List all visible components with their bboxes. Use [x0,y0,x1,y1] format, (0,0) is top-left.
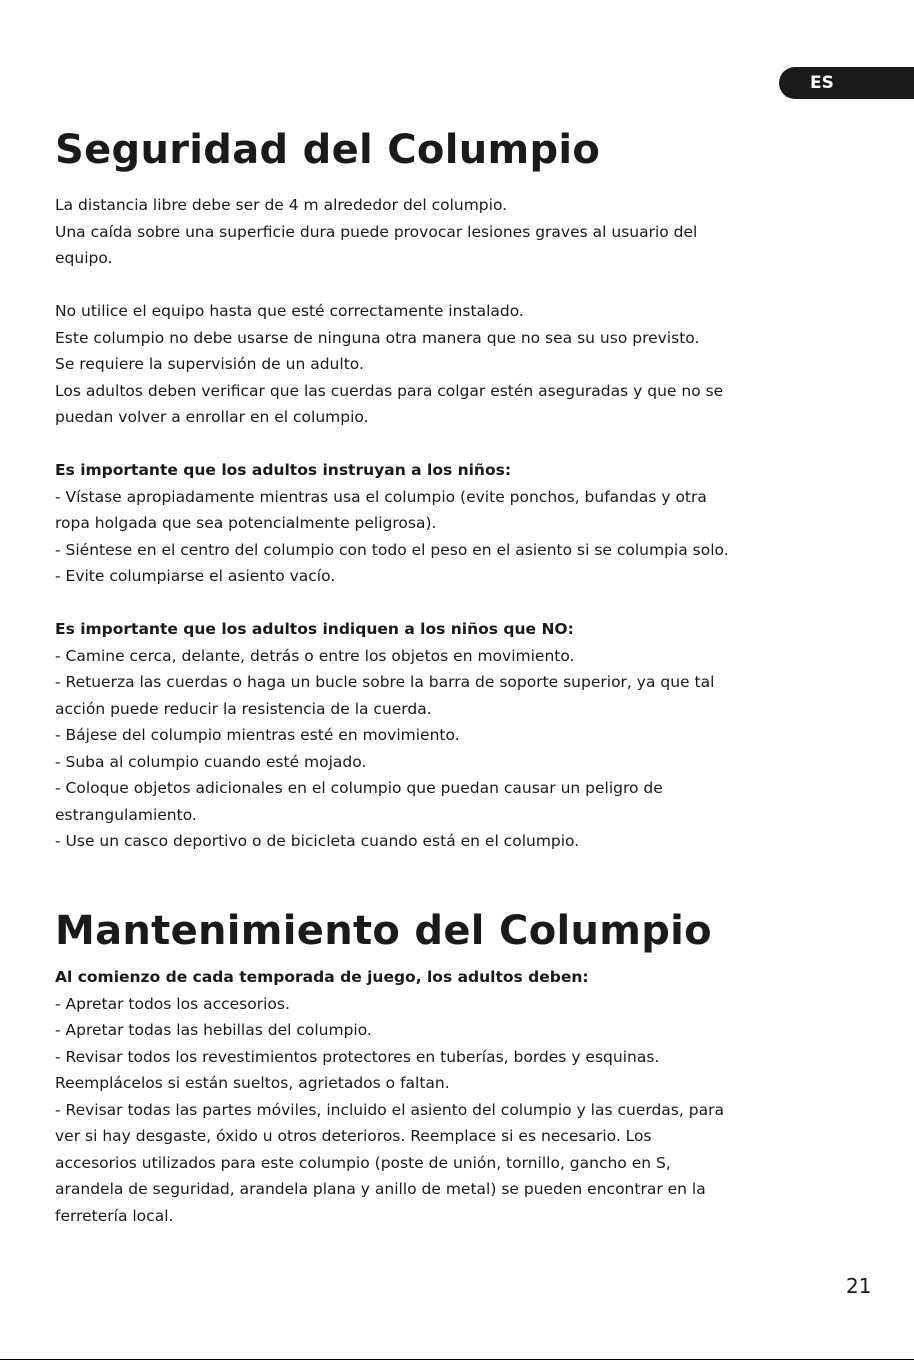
not-item: estrangulamiento. [55,805,197,824]
maintenance-body [55,964,855,1229]
maintenance-item: - Revisar todas las partes móviles, incluido el asiento del columpio y las cuerdas, para [55,1100,724,1119]
safety-intro-line: Una caída sobre una superficie dura puede provocar lesiones graves al usuario del [55,222,698,241]
safety-rule-line: Se requiere la supervisión de un adulto. [55,355,364,373]
page-number: 21 [846,1274,872,1298]
paragraph-gap [55,272,855,299]
safety-rule-line: Este columpio no debe usarse de ninguna otra manera que no sea su uso previsto. [55,328,700,347]
not-item: - Camine cerca, delante, detrás o entre los objetos en movimiento. [55,646,575,665]
maintenance-item: - Apretar todos los accesorios. [55,994,290,1013]
maintenance-item: ferretería local. [55,1206,174,1225]
maintenance-item: arandela de seguridad, arandela plana y anillo de metal) se pueden encontrar en la [55,1180,706,1198]
not-item: - Retuerza las cuerdas o haga un bucle sobre la barra de soporte superior, ya que tal [55,673,715,691]
maintenance-item: Reemplácelos si están sueltos, agrietados o faltan. [55,1074,450,1092]
bottom-rule [0,1359,914,1360]
instruct-item: - Vístase apropiadamente mientras usa el columpio (evite ponchos, bufandas y otra [55,487,707,506]
safety-rule-line: puedan volver a enrollar en el columpio. [55,408,369,426]
instruct-item: - Evite columpiarse el asiento vacío. [55,567,336,585]
safety-body [55,192,855,855]
maintenance-item: - Revisar todos los revestimientos protectores en tuberías, bordes y esquinas. [55,1047,660,1066]
not-item: acción puede reducir la resistencia de la cuerda. [55,699,432,718]
safety-intro-line: La distancia libre debe ser de 4 m alrededor del columpio. [55,196,508,214]
maintenance-heading: Al comienzo de cada temporada de juego, los adultos deben: [55,968,589,986]
maintenance-item: accesorios utilizados para este columpio (poste de unión, tornillo, gancho en S, [55,1153,671,1172]
not-item: - Use un casco deportivo o de bicicleta cuando está en el columpio. [55,832,580,850]
maintenance-item: - Apretar todas las hebillas del columpio. [55,1021,372,1039]
not-item: - Coloque objetos adicionales en el columpio que puedan causar un peligro de [55,779,663,797]
not-heading: Es importante que los adultos indiquen a los niños que NO: [55,620,574,638]
maintenance-item: ver si hay desgaste, óxido u otros deterioros. Reemplace si es necesario. Los [55,1127,652,1145]
not-item: - Bájese del columpio mientras esté en movimiento. [55,726,460,744]
language-tab: ES [779,67,914,99]
not-item: - Suba al columpio cuando esté mojado. [55,752,367,771]
paragraph-gap [55,431,855,458]
maintenance-title: Mantenimiento del Columpio [55,908,712,954]
safety-rule-line: No utilice el equipo hasta que esté correctamente instalado. [55,302,524,320]
safety-rule-line: Los adultos deben verificar que las cuerdas para colgar estén aseguradas y que no se [55,381,724,400]
instruct-heading: Es importante que los adultos instruyan a los niños: [55,461,512,479]
paragraph-gap [55,590,855,617]
instruct-item: - Siéntese en el centro del columpio con todo el peso en el asiento si se columpia solo. [55,540,729,559]
safety-title: Seguridad del Columpio [55,127,601,173]
safety-intro-line: equipo. [55,249,113,267]
instruct-item: ropa holgada que sea potencialmente peligrosa). [55,514,437,532]
